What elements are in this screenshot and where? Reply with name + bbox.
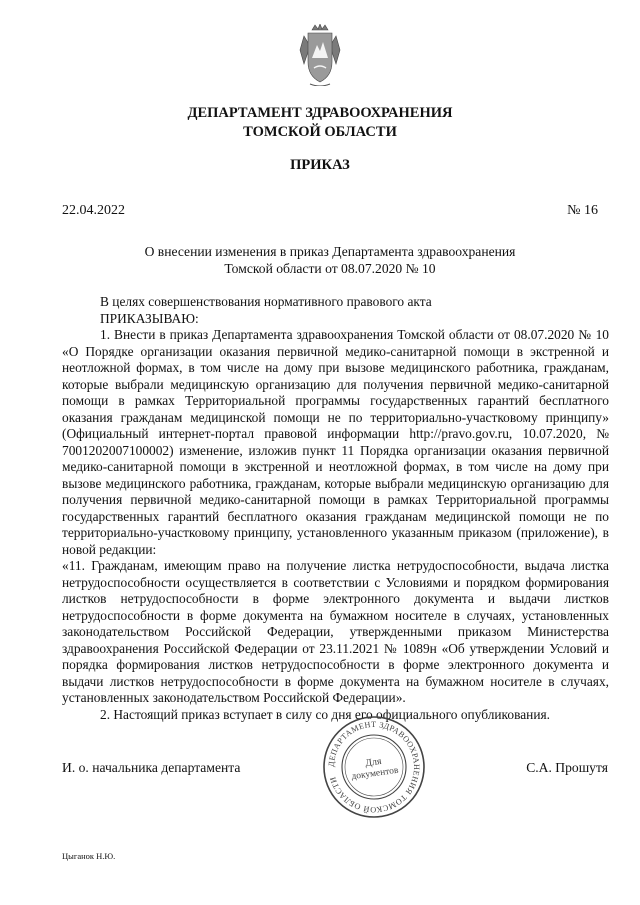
stamp-center-line-2: документов: [350, 765, 400, 783]
intro-paragraph: В целях совершенствования нормативного правового акта: [100, 294, 432, 309]
order-number: № 16: [567, 203, 598, 218]
item-2-paragraph: 2. Настоящий приказ вступает в силу со дня его официального опубликования.: [100, 706, 550, 722]
item-1-paragraph: 1. Внести в приказ Департамента здравоохранения Томской области от 08.07.2020 № 10 «О Порядке организации оказания первичной медико-санитарной помощи в экстренной и неотложной формах, в том числе на дому при вызове медицинского работника, гражданам, которые выбрали медицинскую организацию для получения первичной медико-санитарной помощи в рамках Территориальной программы государственных гарантий бесплатного оказания гражданам медицинской помощи не по территориально-участковому принципу» (Официальный интернет-портал правовой информации http://pravo.gov.ru, 10.07.2020, № 7001202007100002) изменение, изложив пункт 11 Порядка организации оказания первичной медико-санитарной помощи в экстренной и неотложной формах, в том числе на дому при вызове медицинского работника, гражданам, которые выбрали медицинскую организацию для получения первичной медико-санитарной помощи в рамках Территориальной программы государственных гарантий бесплатного оказания гражданам медицинской помощи не по территориально-участковому принципу, установленного указанным приказом (приложение), в новой редакции:: [62, 327, 609, 557]
department-name: [0, 104, 640, 142]
stamp-center-line-1: Для: [364, 755, 383, 770]
signatory-position: И. о. начальника департамента: [62, 760, 241, 775]
order-subject: [110, 243, 550, 277]
department-line-2: ТОМСКОЙ ОБЛАСТИ: [243, 124, 397, 140]
subject-line-1: О внесении изменения в приказ Департамента здравоохранения: [144, 244, 516, 259]
stamp-ring-text: ДЕПАРТАМЕНТ ЗДРАВООХРАНЕНИЯ ТОМСКОЙ ОБЛАСТИ: [326, 719, 422, 815]
document-type-title: ПРИКАЗ: [290, 157, 350, 173]
signatory-name: С.А. Прошутя: [526, 760, 608, 775]
coat-of-arms-icon: [296, 24, 344, 86]
stamp-seal-icon: [322, 715, 426, 819]
department-line-1: ДЕПАРТАМЕНТ ЗДРАВООХРАНЕНИЯ: [187, 105, 453, 121]
order-date: 22.04.2022: [62, 203, 125, 218]
order-word: ПРИКАЗЫВАЮ:: [100, 310, 199, 326]
quoted-clause-11: «11. Гражданам, имеющим право на получение листка нетрудоспособности, выдача листка нетрудоспособности осуществляется в соответствии с Условиями и порядком формирования листков нетрудоспособности в форме электронного документа и выдачи листков нетрудоспособности в форме документа на бумажном носителе в случаях, установленных законодательством Российской Федерации, утвержденными приказом Министерства здравоохранения Российской Федерации от 23.11.2021 № 1089н «Об утверждении Условий и порядка формирования листков нетрудоспособности в форме электронного документа и выдачи листков нетрудоспособности в форме документа на бумажном носителе в случаях, установленных законодательством Российской Федерации».: [62, 558, 609, 705]
order-body: [62, 294, 609, 723]
executor-name: Цыганок Н.Ю.: [62, 851, 116, 861]
subject-line-2: Томской области от 08.07.2020 № 10: [224, 261, 436, 276]
